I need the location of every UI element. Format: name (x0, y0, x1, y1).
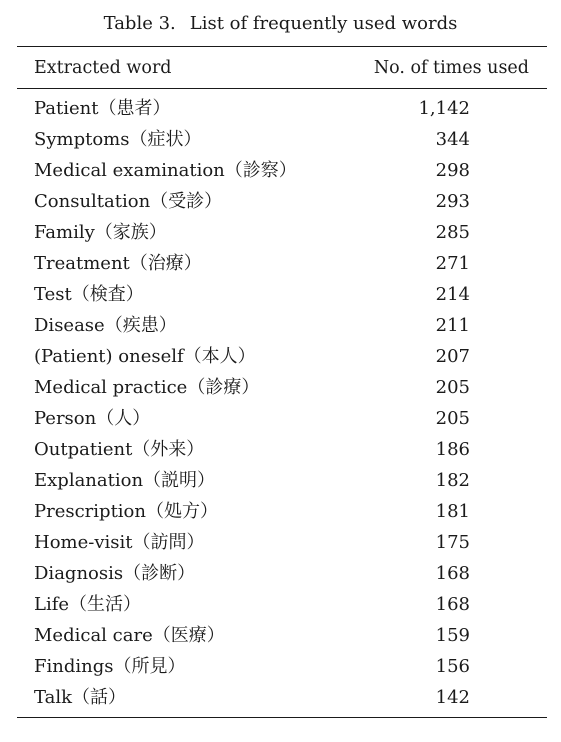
cell-count: 205 (435, 377, 470, 398)
table-row (0, 589, 561, 620)
table-header (0, 55, 561, 81)
cell-word: Disease（疾患） (34, 315, 177, 336)
cell-word: Treatment（治療） (34, 253, 202, 274)
table-row (0, 279, 561, 310)
cell-word: Home-visit（訪問） (34, 532, 205, 553)
cell-count: 168 (435, 563, 470, 584)
cell-word: Patient（患者） (34, 98, 171, 119)
cell-word: Talk（話） (34, 687, 127, 708)
table-row (0, 155, 561, 186)
top-rule (17, 46, 547, 47)
table-row (0, 403, 561, 434)
cell-count: 142 (435, 687, 470, 708)
cell-count: 214 (435, 284, 470, 305)
cell-word: Outpatient（外来） (34, 439, 205, 460)
cell-word: Diagnosis（診断） (34, 563, 196, 584)
cell-word: Medical practice（診療） (34, 377, 260, 398)
cell-word: Findings（所見） (34, 656, 186, 677)
table-row (0, 217, 561, 248)
cell-count: 344 (435, 129, 470, 150)
cell-word: Prescription（処方） (34, 501, 218, 522)
table-row (0, 248, 561, 279)
cell-count: 181 (435, 501, 470, 522)
table-row (0, 558, 561, 589)
cell-count: 168 (435, 594, 470, 615)
cell-count: 156 (435, 656, 470, 677)
cell-count: 207 (435, 346, 470, 367)
cell-word: Consultation（受診） (34, 191, 223, 212)
table-row (0, 186, 561, 217)
cell-count: 182 (435, 470, 470, 491)
table-body (0, 93, 561, 713)
cell-count: 285 (435, 222, 470, 243)
column-header-word: Extracted word (34, 58, 172, 78)
table-title: List of frequently used words (189, 13, 458, 34)
table-row (0, 434, 561, 465)
cell-word: Medical care（医療） (34, 625, 225, 646)
cell-count: 159 (435, 625, 470, 646)
cell-count: 205 (435, 408, 470, 429)
cell-count: 186 (435, 439, 470, 460)
table-row (0, 93, 561, 124)
cell-word: Test（検査） (34, 284, 144, 305)
cell-word: Symptoms（症状） (34, 129, 202, 150)
cell-count: 1,142 (418, 98, 470, 119)
cell-count: 175 (435, 532, 470, 553)
cell-word: Explanation（説明） (34, 470, 216, 491)
table-row (0, 527, 561, 558)
table-row (0, 682, 561, 713)
table-row (0, 496, 561, 527)
table-row (0, 465, 561, 496)
cell-count: 298 (435, 160, 470, 181)
cell-word: Life（生活） (34, 594, 142, 615)
cell-word: Medical examination（診察） (34, 160, 297, 181)
column-header-count: No. of times used (373, 58, 529, 78)
cell-count: 211 (435, 315, 470, 336)
table-row (0, 620, 561, 651)
cell-count: 271 (435, 253, 470, 274)
cell-word: (Patient) oneself（本人） (34, 346, 256, 367)
table-row (0, 341, 561, 372)
table-label: Table 3. (103, 13, 176, 34)
cell-word: Person（人） (34, 408, 151, 429)
table-caption (0, 12, 561, 36)
table-row (0, 651, 561, 682)
header-rule (17, 88, 547, 89)
table-row (0, 310, 561, 341)
cell-word: Family（家族） (34, 222, 167, 243)
bottom-rule (17, 717, 547, 718)
table-row (0, 124, 561, 155)
table-row (0, 372, 561, 403)
cell-count: 293 (435, 191, 470, 212)
